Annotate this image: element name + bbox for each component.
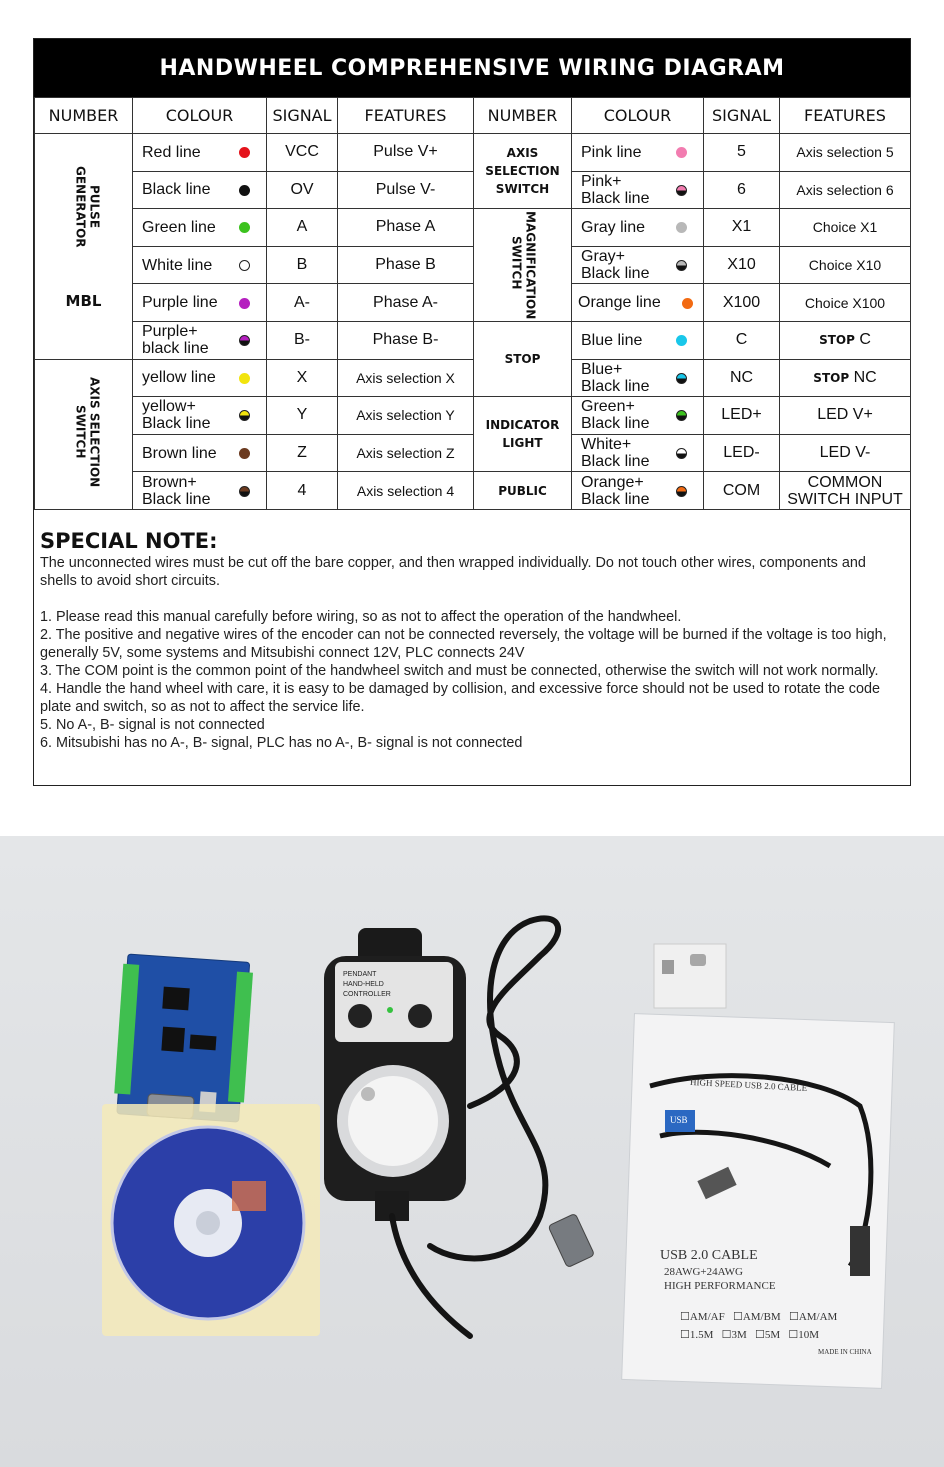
feature-cell: Axis selection Y: [338, 397, 474, 435]
feature-cell: Pulse V-: [338, 171, 474, 209]
colour-cell: Gray line: [572, 209, 704, 247]
wire-dot: [676, 260, 687, 271]
usb-bag-line2: 28AWG+24AWG: [664, 1266, 743, 1278]
wire-dot: [676, 185, 687, 196]
header-number-2: NUMBER: [474, 98, 572, 134]
note-item: 4. Handle the hand wheel with care, it is easy to be damaged by collision, and excessive force should not be used to rotate the code plate and switch, so as not to affect the service life.: [40, 681, 880, 715]
wire-dot: [676, 222, 687, 233]
group-indicator-light: INDICATOR LIGHT: [474, 397, 572, 472]
signal-cell: 4: [267, 472, 338, 510]
header-number: NUMBER: [35, 98, 133, 134]
feature-cell: Axis selection 4: [338, 472, 474, 510]
colour-cell: Red line: [133, 134, 267, 172]
wire-dot: [239, 335, 250, 346]
group-label: MAGNIFICATION SWITCH: [509, 210, 538, 319]
wire-dot: [676, 486, 687, 497]
usb-logo: USB: [670, 1115, 688, 1125]
mbl-label: MBL: [65, 291, 102, 310]
colour-cell: Purple+ black line: [133, 321, 267, 359]
feature-cell: STOP NC: [780, 359, 911, 397]
signal-cell: X100: [704, 284, 780, 322]
colour-cell: Pink line: [572, 134, 704, 172]
note-item: 3. The COM point is the common point of the handwheel switch and must be connected, otherwise the switch will not work normally.: [40, 663, 879, 679]
signal-cell: OV: [267, 171, 338, 209]
product-photo: [0, 836, 944, 1467]
signal-cell: 5: [704, 134, 780, 172]
feature-cell: Phase B-: [338, 321, 474, 359]
table-row: [35, 472, 911, 510]
group-label: PULSE GENERATOR: [73, 165, 102, 248]
note-item: 1. Please read this manual carefully before wiring, so as not to affect the operation of the handwheel.: [40, 609, 682, 625]
feature-cell: Phase A: [338, 209, 474, 247]
colour-cell: Green line: [133, 209, 267, 247]
group-axis-selection-left: [35, 359, 133, 509]
wire-dot: [239, 185, 250, 196]
signal-cell: A-: [267, 284, 338, 322]
group-stop: STOP: [474, 321, 572, 396]
wire-dot: [239, 147, 250, 158]
colour-cell: yellow+ Black line: [133, 397, 267, 435]
signal-cell: X1: [704, 209, 780, 247]
colour-cell: Pink+ Black line: [572, 171, 704, 209]
header-colour: COLOUR: [133, 98, 267, 134]
note-item: 2. The positive and negative wires of the encoder can not be connected reversely, the voltage will be burned if the voltage is too high, generally 5V, some systems and Mitsubishi connect 12V, PLC connects 24V: [40, 627, 887, 661]
wire-dot: [676, 410, 687, 421]
wiring-diagram-frame: [33, 38, 911, 786]
pendant-label-2: HAND-HELD: [343, 981, 384, 988]
feature-cell: Pulse V+: [338, 134, 474, 172]
table-row: [35, 359, 911, 397]
usb-bag-made-in: MADE IN CHINA: [818, 1348, 872, 1356]
wire-dot: [676, 373, 687, 384]
signal-cell: B: [267, 246, 338, 284]
table-row: [35, 171, 911, 209]
colour-cell: Orange+ Black line: [572, 472, 704, 510]
wire-dot: [676, 147, 687, 158]
pendant-label-1: PENDANT: [343, 971, 377, 978]
header-features-2: FEATURES: [780, 98, 911, 134]
wire-dot: [239, 260, 250, 271]
table-row: [35, 284, 911, 322]
usb-bag-options-1: ☐AM/AF ☐AM/BM ☐AM/AM: [680, 1311, 838, 1323]
colour-cell: Purple line: [133, 284, 267, 322]
header-signal: SIGNAL: [267, 98, 338, 134]
feature-cell: Axis selection X: [338, 359, 474, 397]
header-signal-2: SIGNAL: [704, 98, 780, 134]
table-row: [35, 321, 911, 359]
feature-cell: Axis selection 6: [780, 171, 911, 209]
feature-cell: COMMON SWITCH INPUT: [780, 472, 911, 510]
wire-dot: [239, 222, 250, 233]
colour-cell: White line: [133, 246, 267, 284]
colour-cell: Blue+ Black line: [572, 359, 704, 397]
feature-cell: Choice X100: [780, 284, 911, 322]
wire-dot: [676, 335, 687, 346]
pendant-label-3: CONTROLLER: [343, 991, 391, 998]
note-intro: The unconnected wires must be cut off the bare copper, and then wrapped individually. Do not touch other wires, components and shells to avoid short circuits.: [40, 555, 866, 589]
feature-cell: LED V+: [780, 397, 911, 435]
feature-cell: LED V-: [780, 434, 911, 472]
table-row: [35, 209, 911, 247]
wire-dot: [682, 298, 693, 309]
signal-cell: Y: [267, 397, 338, 435]
group-axis-selection-right: AXIS SELECTION SWITCH: [474, 134, 572, 209]
colour-cell: Brown+ Black line: [133, 472, 267, 510]
signal-cell: A: [267, 209, 338, 247]
usb-bag-top-print: HIGH SPEED USB 2.0 CABLE: [689, 1076, 808, 1094]
diagram-title: HANDWHEEL COMPREHENSIVE WIRING DIAGRAM: [34, 39, 910, 97]
breakout-board: [113, 954, 254, 1123]
group-magnification-switch: [474, 209, 572, 322]
table-row: [35, 134, 911, 172]
signal-cell: LED-: [704, 434, 780, 472]
group-label: AXIS SELECTION SWITCH: [73, 376, 102, 487]
header-features: FEATURES: [338, 98, 474, 134]
colour-cell: White+ Black line: [572, 434, 704, 472]
colour-cell: Gray+ Black line: [572, 246, 704, 284]
feature-cell: Choice X1: [780, 209, 911, 247]
signal-cell: X10: [704, 246, 780, 284]
feature-cell: Axis selection Z: [338, 434, 474, 472]
usb-bag-options-2: ☐1.5M ☐3M ☐5M ☐10M: [680, 1329, 820, 1341]
signal-cell: Z: [267, 434, 338, 472]
signal-cell: B-: [267, 321, 338, 359]
feature-cell: Phase B: [338, 246, 474, 284]
colour-cell: Green+ Black line: [572, 397, 704, 435]
note-item: 5. No A-, B- signal is not connected: [40, 717, 265, 733]
wire-dot: [239, 448, 250, 459]
signal-cell: 6: [704, 171, 780, 209]
group-public: PUBLIC: [474, 472, 572, 510]
signal-cell: VCC: [267, 134, 338, 172]
signal-cell: NC: [704, 359, 780, 397]
colour-cell: Black line: [133, 171, 267, 209]
screw-bag: [654, 944, 726, 1008]
feature-cell: STOP C: [780, 321, 911, 359]
note-item: 6. Mitsubishi has no A-, B- signal, PLC has no A-, B- signal is not connected: [40, 735, 523, 751]
header-colour-2: COLOUR: [572, 98, 704, 134]
signal-cell: COM: [704, 472, 780, 510]
wire-dot: [676, 448, 687, 459]
signal-cell: C: [704, 321, 780, 359]
usb-bag-line1: USB 2.0 CABLE: [660, 1248, 758, 1263]
wire-dot: [239, 410, 250, 421]
group-mbl: [35, 284, 133, 359]
colour-cell: Blue line: [572, 321, 704, 359]
db9-connector: [548, 1213, 595, 1267]
table-row: [35, 434, 911, 472]
product-illustration: [0, 836, 944, 1467]
software-cd: [102, 1104, 320, 1336]
wire-dot: [239, 298, 250, 309]
feature-cell: Phase A-: [338, 284, 474, 322]
colour-cell: Brown line: [133, 434, 267, 472]
feature-cell: Choice X10: [780, 246, 911, 284]
table-header-row: [35, 98, 911, 134]
table-row: [35, 397, 911, 435]
table-row: [35, 246, 911, 284]
wire-dot: [239, 373, 250, 384]
wire-dot: [239, 486, 250, 497]
colour-cell: Orange line: [572, 284, 704, 322]
group-pulse-generator: [35, 134, 133, 284]
wiring-table: [34, 97, 911, 510]
special-note: [40, 529, 902, 752]
signal-cell: X: [267, 359, 338, 397]
feature-cell: Axis selection 5: [780, 134, 911, 172]
colour-cell: yellow line: [133, 359, 267, 397]
signal-cell: LED+: [704, 397, 780, 435]
note-title: SPECIAL NOTE:: [40, 529, 218, 553]
usb-bag-line3: HIGH PERFORMANCE: [664, 1280, 776, 1292]
